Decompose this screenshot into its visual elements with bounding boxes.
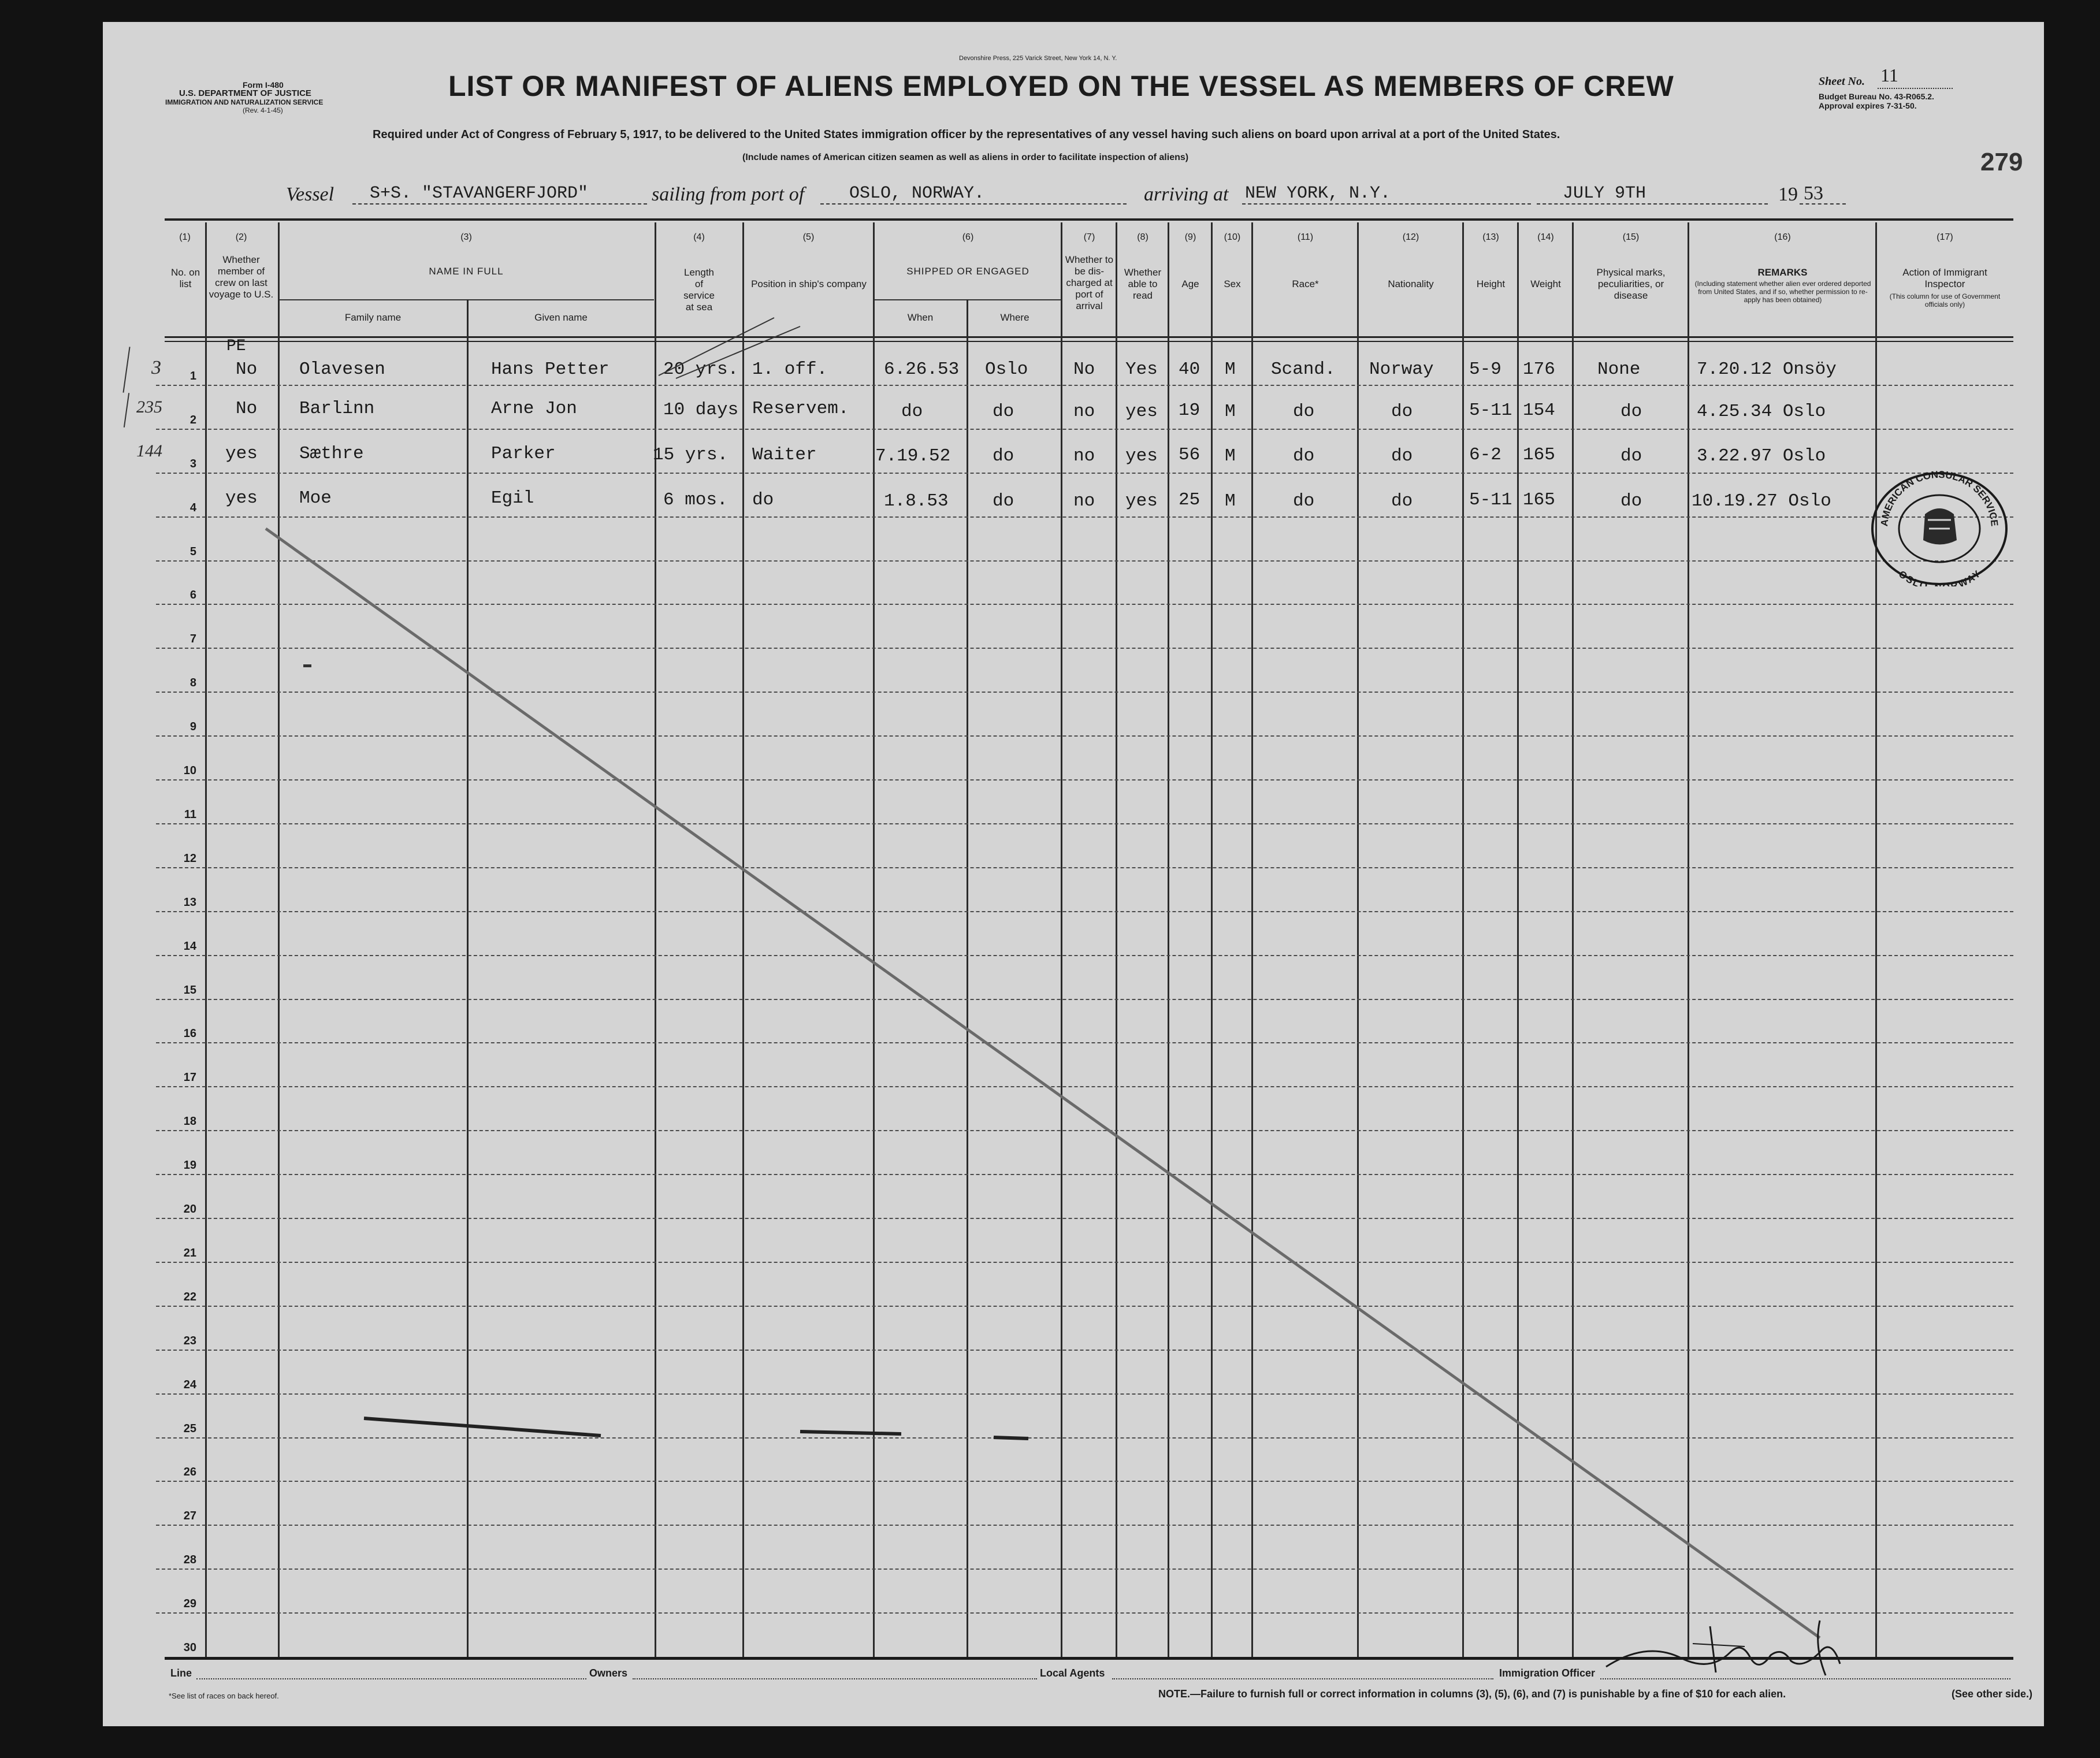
year-prefix: 19 [1778,184,1798,205]
discharged: no [1073,402,1095,422]
col2-num: (2) [235,232,247,242]
row-number: 15 [183,984,196,997]
arrival-date: JULY 9TH [1563,184,1646,203]
col1-num: (1) [179,232,191,242]
row-number: 29 [183,1597,196,1610]
budget-line: Budget Bureau No. 43-R065.2. [1819,92,1934,101]
fine-note: NOTE.—Failure to furnish full or correct information in columns (3), (5), (6), and (7) is punishable by a fine of $10 for each alien. [1158,1688,1786,1700]
row-number: 3 [189,458,196,470]
pe-note: PE [226,337,246,355]
row-number: 6 [189,589,196,601]
margin-note-3: 144 [136,441,162,460]
shipped-when: 7.19.52 [875,446,951,466]
form-number: Form I-480 [243,80,284,90]
height: 5-11 [1469,490,1512,510]
row-number: 5 [189,545,196,558]
col7-num: (7) [1083,232,1095,242]
col5-num: (5) [802,232,815,242]
nationality: do [1391,402,1413,422]
stamp-top-text: AMERICAN CONSULAR SERVICE [1878,471,2001,527]
row-number: 11 [184,808,196,821]
height: 6-2 [1469,445,1501,465]
height: 5-11 [1469,400,1512,421]
col12-num: (12) [1402,232,1419,242]
row-number: 24 [183,1378,196,1391]
row-number: 8 [189,677,196,689]
col3-family: Family name [344,312,402,323]
age: 19 [1179,400,1200,421]
col17-label: Action of Immigrant Inspector [1902,267,1987,289]
row-number: 30 [183,1641,196,1654]
nationality: do [1391,491,1413,511]
col6-label: SHIPPED OR ENGAGED [906,266,1029,277]
service-length: 20 yrs. [663,359,739,380]
row-number: 1 [189,370,196,382]
owners-label: Owners [589,1667,628,1679]
col16-sub: (Including statement whether alien ever ordered deported from United States, and if so, whether permission to re-apply has been obtained) [1694,280,1871,304]
col15-num: (15) [1622,232,1640,242]
col13-num: (13) [1482,232,1499,242]
col6-num: (6) [962,232,974,242]
age: 40 [1179,359,1200,380]
row-number: 20 [183,1203,196,1216]
page-number: 279 [1980,148,2023,176]
able-to-read: yes [1125,446,1158,466]
shipped-where: do [993,446,1014,466]
col6-where: Where [1000,312,1029,323]
col8-num: (8) [1137,232,1149,242]
col10-label: Sex [1224,278,1241,289]
officer-signature [1594,1612,1866,1687]
weight: 154 [1523,400,1555,421]
col17-sub: (This column for use of Government officials only) [1889,292,2001,309]
col6-when: When [907,312,934,323]
sailing-value: OSLO, NORWAY. [849,184,985,203]
physical-marks: do [1620,491,1642,511]
row-number: 10 [183,764,196,777]
position: Waiter [752,445,817,465]
vessel-value: S+S. "STAVANGERFJORD" [370,184,589,203]
position: do [752,490,774,510]
sheet-number: 11 [1880,65,1898,86]
local-agents-label: Local Agents [1040,1667,1105,1679]
weight: 176 [1523,359,1555,380]
row-number: 26 [183,1466,196,1478]
position: Reservem. [752,399,849,419]
row-number: 22 [183,1291,196,1303]
shipped-when: 6.26.53 [884,359,960,380]
officer-label: Immigration Officer [1499,1667,1596,1679]
nationality: do [1391,446,1413,466]
row-number: 4 [189,501,196,514]
row-number: 13 [183,896,196,909]
service: IMMIGRATION AND NATURALIZATION SERVICE [165,98,324,106]
row-number: 2 [189,414,196,426]
year-value: 53 [1804,183,1823,204]
able-to-read: Yes [1125,359,1158,380]
physical-marks: None [1597,359,1641,380]
col13-label: Height [1476,278,1506,289]
col9-num: (9) [1184,232,1196,242]
shipped-where: Oslo [985,359,1028,380]
sex: M [1225,359,1236,380]
remarks: 7.20.12 Onsöy [1697,359,1837,380]
discharged: no [1073,491,1095,511]
row-number: 17 [183,1071,196,1084]
race: Scand. [1271,359,1336,380]
physical-marks: do [1620,402,1642,422]
subnote: (Include names of American citizen seamen as well as aliens in order to facilitate inspection of aliens) [742,153,1189,162]
col4-label: Length of service at sea [683,267,715,313]
col16-label: REMARKS [1757,267,1808,278]
shipped-when: 1.8.53 [884,491,949,511]
row-number: 16 [183,1027,196,1040]
row-number: 21 [183,1247,196,1259]
sex: M [1225,402,1236,422]
weight: 165 [1523,490,1555,510]
nationality: Norway [1369,359,1434,380]
col3-given: Given name [534,312,588,323]
stamp-bottom-text: OSLO RWAY [1896,568,1983,586]
printer-line: Devonshire Press, 225 Varick Street, New York 14, N. Y. [959,55,1117,62]
line-label: Line [170,1667,192,1679]
position: 1. off. [752,359,828,380]
page-title: LIST OR MANIFEST OF ALIENS EMPLOYED ON THE VESSEL AS MEMBERS OF CREW [448,70,1674,102]
sex: M [1225,491,1236,511]
col9-label: Age [1181,278,1199,289]
shipped-when: do [901,402,923,422]
last-voyage: No [236,359,258,380]
height: 5-9 [1469,359,1501,380]
row-number: 18 [183,1115,196,1128]
remarks: 10.19.27 Oslo [1692,491,1831,511]
given-name: Hans Petter [491,359,609,380]
family-name: Moe [299,488,332,508]
remarks: 4.25.34 Oslo [1697,402,1826,422]
col3-num: (3) [460,232,472,242]
row-number: 27 [183,1510,196,1522]
col14-num: (14) [1537,232,1554,242]
see-other-side: (See other side.) [1952,1688,2033,1700]
col11-num: (11) [1297,232,1314,242]
revision: (Rev. 4-1-45) [243,106,283,114]
service-length: 10 days [663,400,739,420]
row-number: 9 [189,720,196,733]
col4-num: (4) [693,232,705,242]
last-voyage: yes [225,444,258,464]
race: do [1293,402,1315,422]
row-number: 25 [183,1422,196,1435]
race: do [1293,446,1315,466]
col8-label: Whether able to read [1124,267,1162,301]
service-length: 15 yrs. [653,445,729,465]
race: do [1293,491,1315,511]
col2-label: Whether member of crew on last voyage to U.S. [209,254,274,300]
row-number: 28 [183,1553,196,1566]
margin-note-2: 235 [136,397,162,417]
remarks: 3.22.97 Oslo [1697,446,1826,466]
row-number: 14 [183,940,196,953]
col14-label: Weight [1530,278,1561,289]
stamp-seal-icon [1870,471,2009,586]
col10-num: (10) [1224,232,1241,242]
last-voyage: yes [225,488,258,508]
sailing-label: sailing from port of [652,184,805,205]
service-length: 6 mos. [663,490,728,510]
shipped-where: do [993,491,1014,511]
subtitle: Required under Act of Congress of February 5, 1917, to be delivered to the United States immigration officer by the representatives of any vessel having such aliens on board upon arrival at a port of the United States. [373,128,1560,141]
family-name: Olavesen [299,359,385,380]
able-to-read: yes [1125,402,1158,422]
col16-num: (16) [1774,232,1791,242]
discharged: No [1073,359,1095,380]
races-note: *See list of races on back hereof. [169,1692,279,1700]
given-name: Arne Jon [491,399,577,419]
department: U.S. DEPARTMENT OF JUSTICE [179,88,311,98]
col17-num: (17) [1937,232,1953,242]
given-name: Parker [491,444,556,464]
age: 25 [1179,490,1200,510]
physical-marks: do [1620,446,1642,466]
col15-label: Physical marks, peculiarities, or disease [1596,267,1666,301]
arriving-value: NEW YORK, N.Y. [1245,184,1391,203]
row-number: 7 [189,633,196,645]
col1-label: No. on list [170,267,200,289]
col3-label: NAME IN FULL [429,266,504,277]
sheet-label: Sheet No. [1819,75,1865,88]
last-voyage: No [236,399,258,419]
col12-label: Nationality [1388,278,1434,289]
vessel-label: Vessel [286,184,334,205]
family-name: Barlinn [299,399,375,419]
col5-label: Position in ship's company [751,278,867,289]
arriving-label: arriving at [1144,184,1229,205]
approval-line: Approval expires 7-31-50. [1819,101,1917,110]
family-name: Sæthre [299,444,364,464]
row-number: 12 [183,852,196,865]
weight: 165 [1523,445,1555,465]
col11-label: Race* [1292,278,1319,289]
sex: M [1225,446,1236,466]
given-name: Egil [491,488,534,508]
row-number: 23 [183,1335,196,1347]
margin-note-1: 3 [151,357,161,378]
svg-text:OSLO, NORWAY [1897,568,1983,586]
discharged: no [1073,446,1095,466]
age: 56 [1179,445,1200,465]
shipped-where: do [993,402,1014,422]
able-to-read: yes [1125,491,1158,511]
col7-label: Whether to be dis-charged at port of arrival [1065,254,1114,311]
row-number: 19 [183,1159,196,1172]
consular-stamp [1870,471,2009,586]
